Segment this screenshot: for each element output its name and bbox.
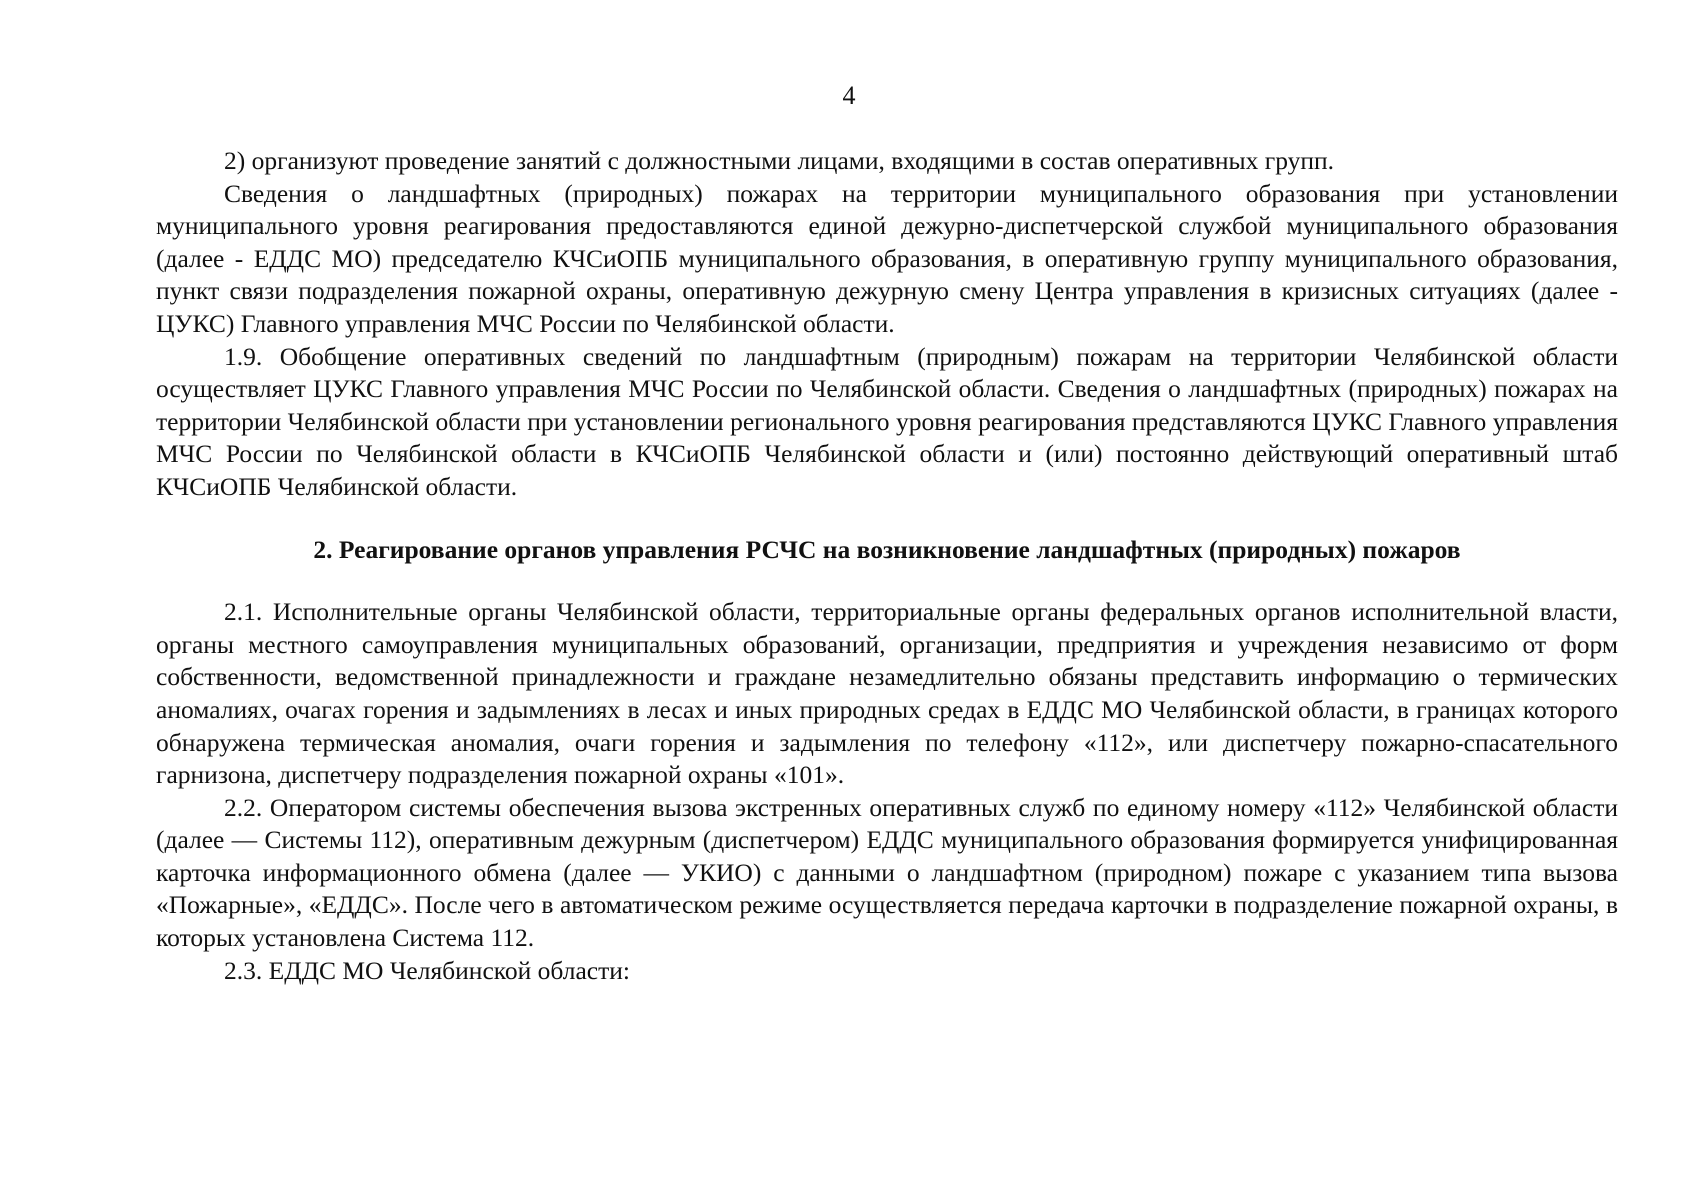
paragraph-2-3: 2.3. ЕДДС МО Челябинской области: <box>224 955 630 985</box>
paragraph-2-1: 2.1. Исполнительные органы Челябинской области, территориальные органы федеральных органов исполнительной власти, органы местного самоуправления муниципальных образований, организации, предприятия и учреждения независимо от форм собственности, ведомственной принадлежности и граждане незамедлительно обязаны представить информацию о термических аномалиях, очагах горения и задымлениях в лесах и иных природных средах в ЕДДС МО Челябинской области, в границах которого обнаружена термическая аномалия, очаги горения и задымления по телефону «112», или диспетчеру пожарно-спасательного гарнизона, диспетчеру подразделения пожарной охраны «101». <box>156 597 1618 790</box>
page-number: 4 <box>842 81 856 110</box>
paragraph-2-2: 2.2. Оператором системы обеспечения вызова экстренных оперативных служб по единому номеру «112» Челябинской области (далее — Системы 112), оперативным дежурным (диспетчером) ЕДДС муниципального образования формируется унифицированная карточка информационного обмена (далее — УКИО) с данными о ландшафтном (природном) пожаре с указанием типа вызова «Пожарные», «ЕДДС». После чего в автоматическом режиме осуществляется передача карточки в подразделение пожарной охраны, в которых установлена Система 112. <box>156 792 1618 953</box>
section-heading-2: 2. Реагирование органов управления РСЧС на возникновение ландшафтных (природных) пожаров <box>313 534 1461 564</box>
paragraph-edds-info: Сведения о ландшафтных (природных) пожарах на территории муниципального образования при установлении муниципального уровня реагирования предоставляются единой дежурно-диспетчерской службой муниципального образования (далее - ЕДДС МО) председателю КЧСиОПБ муниципального образования, в оперативную группу муниципального образования, пункт связи подразделения пожарной охраны, оперативную дежурную смену Центра управления в кризисных ситуациях (далее - ЦУКС) Главного управления МЧС России по Челябинской области. <box>156 178 1618 338</box>
paragraph-item-2: 2) организуют проведение занятий с должностными лицами, входящими в состав оперативных групп. <box>224 146 1335 175</box>
paragraph-1-9: 1.9. Обобщение оперативных сведений по ландшафтным (природным) пожарам на территории Челябинской области осуществляет ЦУКС Главного управления МЧС России по Челябинской области. Сведения о ландшафтных (природных) пожарах на территории Челябинской области при установлении регионального уровня реагирования представляются ЦУКС Главного управления МЧС России по Челябинской области в КЧСиОПБ Челябинской области и (или) постоянно действующий оперативный штаб КЧСиОПБ Челябинской области. <box>156 341 1618 501</box>
document-body <box>156 145 1618 987</box>
